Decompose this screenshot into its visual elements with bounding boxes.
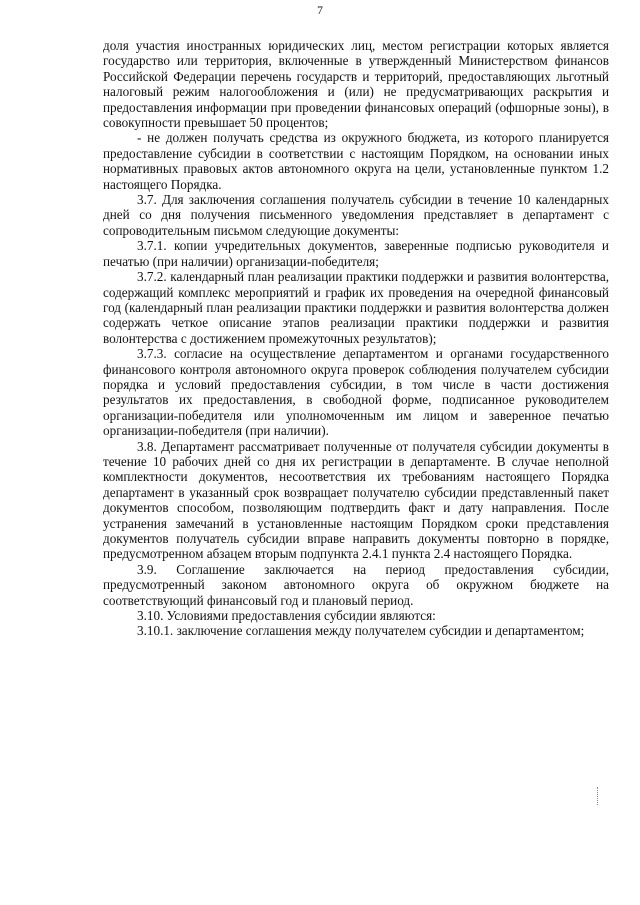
page-number: 7 — [317, 5, 323, 17]
paragraph-3-7-2: 3.7.2. календарный план реализации практики поддержки и развития волонтерства, содержащий комплекс мероприятий и график их проведения на очередной финансовый год (календарный план реализации практики поддержки и развития волонтерства должен содержать четкое описание этапов реализации практики поддержки и развития волонтерства с достижением промежуточных результатов); — [103, 269, 609, 346]
paragraph-3-7-1: 3.7.1. копии учредительных документов, заверенные подписью руководителя и печатью (при наличии) организации-победителя; — [103, 238, 609, 269]
paragraph-budget-funds: - не должен получать средства из окружного бюджета, из которого планируется предоставление субсидии в соответствии с настоящим Порядком, на основании иных нормативных правовых актов автономного округа на цели, установленные пунктом 1.2 настоящего Порядка. — [103, 130, 609, 192]
paragraph-offshore-share: доля участия иностранных юридических лиц, местом регистрации которых является государство или территория, включенные в утвержденный Министерством финансов Российской Федерации перечень государств и территорий, предоставляющих льготный налоговый режим налогообложения и (или) не предусматривающих раскрытия и предоставления информации при проведении финансовых операций (офшорные зоны), в совокупности превышает 50 процентов; — [103, 38, 609, 131]
document-body — [103, 38, 609, 639]
paragraph-3-7-3: 3.7.3. согласие на осуществление департаментом и органами государственного финансового контроля автономного округа проверок соблюдения получателем субсидии порядка и условий предоставления субсидии, в том числе в части достижения результатов их предоставления, в свободной форме, подписанное руководителем организации-победителя или уполномоченным им лицом и заверенное печатью организации-победителя (при наличии). — [103, 346, 609, 439]
paragraph-3-10-1: 3.10.1. заключение соглашения между получателем субсидии и департаментом; — [137, 623, 585, 639]
scan-artifact — [597, 787, 599, 805]
paragraph-3-9: 3.9. Соглашение заключается на период предоставления субсидии, предусмотренный законом автономного округа об окружном бюджете на соответствующий финансовый год и плановый период. — [103, 561, 609, 608]
paragraph-3-8: 3.8. Департамент рассматривает полученные от получателя субсидии документы в течение 10 рабочих дней со дня их регистрации в департаменте. В случае неполной комплектности документов, несоответствия их требованиям настоящего Порядка департамент в указанный срок возвращает получателю субсидии представленный пакет документов способом, позволяющим подтвердить факт и дату направления. После устранения замечаний в установленные настоящим Порядком сроки представления документов получатель субсидии вправе направить документы повторно в порядке, предусмотренном абзацем вторым подпункта 2.4.1 пункта 2.4 настоящего Порядка. — [103, 438, 609, 562]
paragraph-3-10: 3.10. Условиями предоставления субсидии являются: — [137, 608, 436, 624]
paragraph-3-7: 3.7. Для заключения соглашения получатель субсидии в течение 10 календарных дней со дня получения письменного уведомления представляет в департамент с сопроводительным письмом следующие документы: — [103, 192, 609, 238]
